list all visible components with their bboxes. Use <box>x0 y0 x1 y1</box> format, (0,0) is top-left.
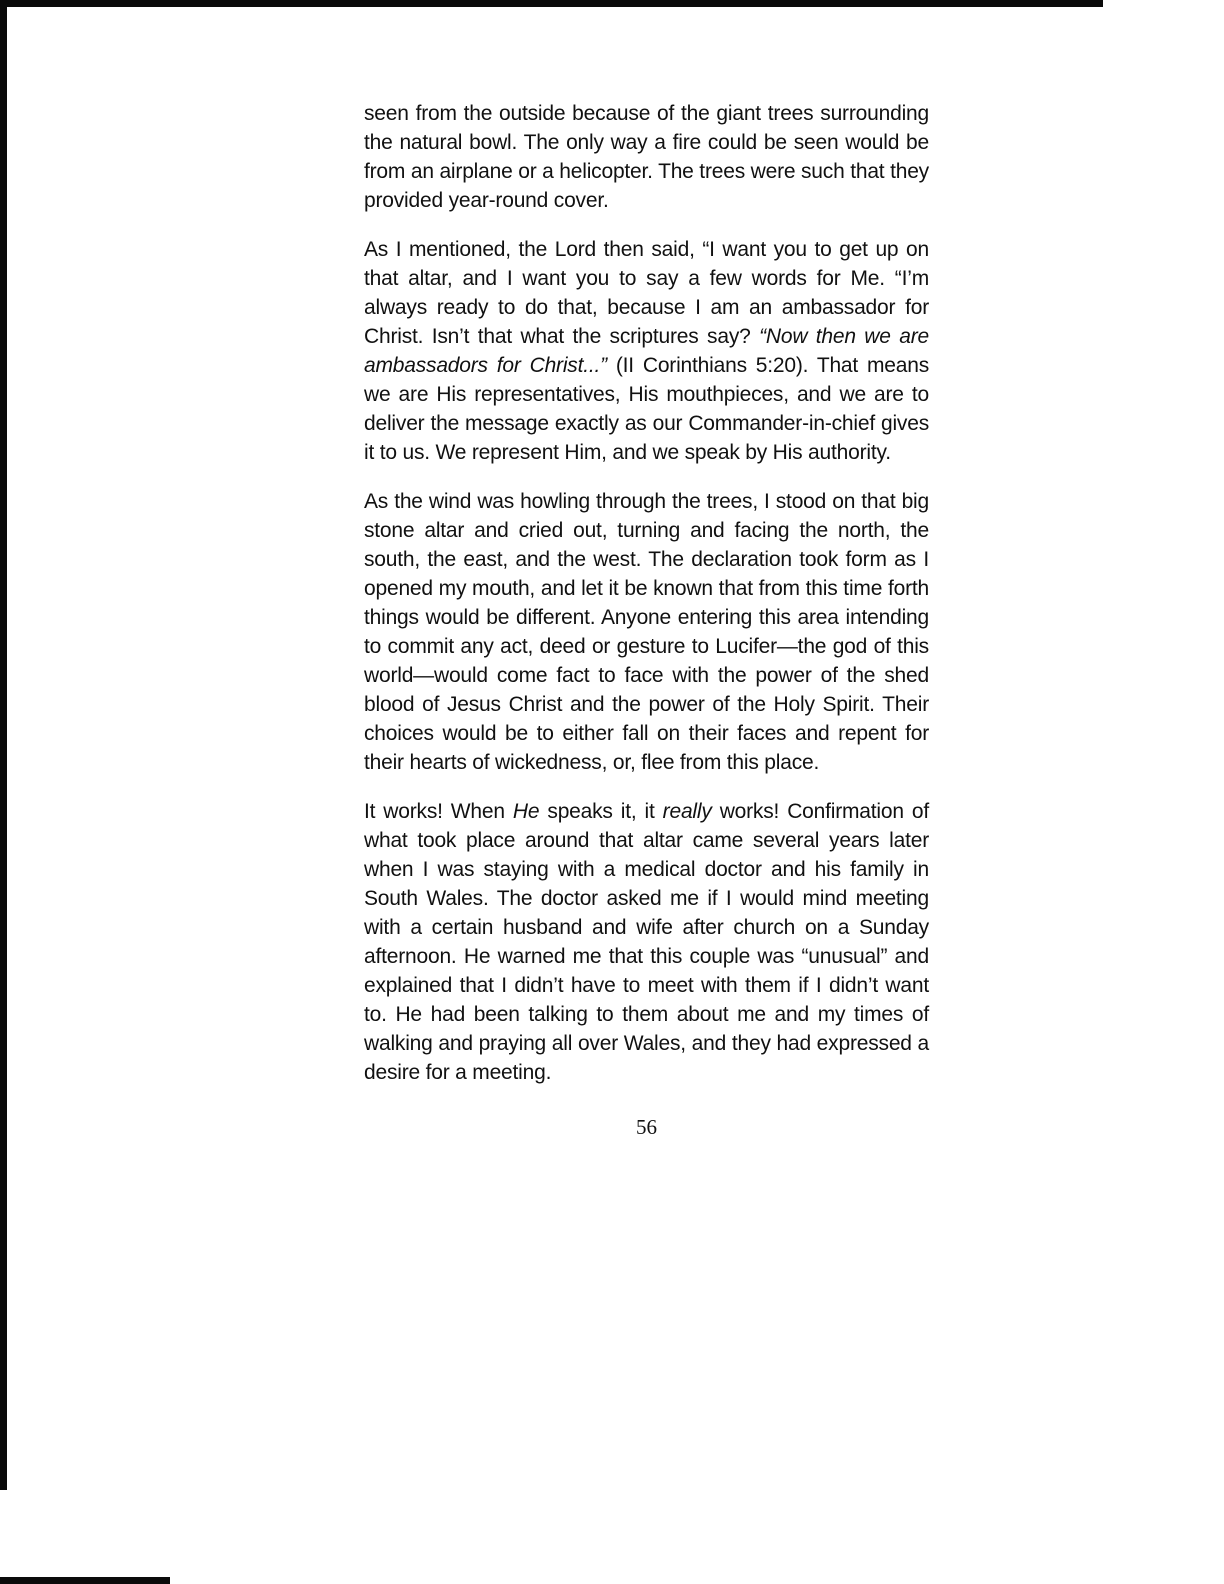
paragraph: As I mentioned, the Lord then said, “I want you to get up on that altar, and I want you to say a few words for Me. “I’m always ready to do that, because I am an ambassador for Christ. Isn’t that what the scriptures say? “Now then we are ambassadors for Christ...” (II Corinthians 5:20). That means we are His representatives, His mouthpieces, and we are to deliver the message exactly as our Commander-in-chief gives it to us. We represent Him, and we speak by His authority. <box>364 238 929 464</box>
scan-artifact-top-edge <box>0 0 1103 7</box>
paragraph: seen from the outside because of the giant trees surrounding the natural bowl. The only way a fire could be seen would be from an airplane or a helicopter. The trees were such that they provided year-round cover. <box>364 102 929 212</box>
page-number: 56 <box>636 1115 657 1139</box>
paragraph: As the wind was howling through the trees, I stood on that big stone altar and cried out, turning and facing the north, the south, the east, and the west. The declaration took form as I opened my mouth, and let it be known that from this time forth things would be different. Anyone entering this area intending to commit any act, deed or gesture to Lucifer—the god of this world—would come fact to face with the power of the shed blood of Jesus Christ and the power of the Holy Spirit. Their choices would be to either fall on their faces and repent for their hearts of wickedness, or, flee from this place. <box>364 490 929 774</box>
paragraph: It works! When He speaks it, it really works! Confirmation of what took place around that altar came several years later when I was staying with a medical doctor and his family in South Wales. The doctor asked me if I would mind meeting with a certain husband and wife after church on a Sunday afternoon. He warned me that this couple was “unusual” and explained that I didn’t have to meet with them if I didn’t want to. He had been talking to them about me and my times of walking and praying all over Wales, and they had expressed a desire for a meeting. <box>364 800 929 1084</box>
page-text-block <box>364 99 929 1142</box>
scan-artifact-left-edge <box>0 0 7 1490</box>
scan-artifact-bottom-left-edge <box>0 1577 170 1584</box>
